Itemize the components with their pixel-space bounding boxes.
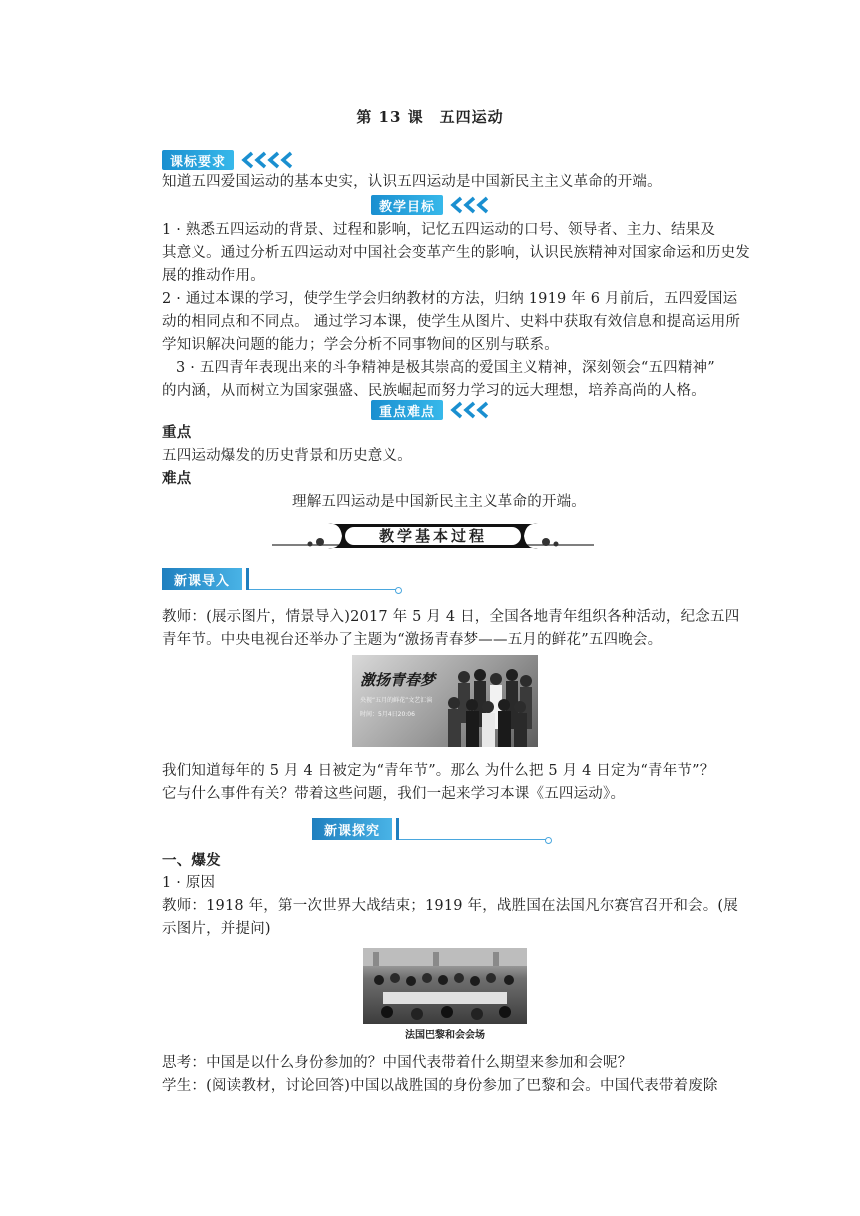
sub-banner-label: 新课探究: [312, 818, 392, 840]
goal-line: 1 · 熟悉五四运动的背景、过程和影响，记忆五四运动的口号、领导者、主力、结果及: [162, 222, 716, 238]
intro-line: 教师：(展示图片，情景导入)2017 年 5 月 4 日，全国各地青年组织各种活动，纪念五四: [162, 609, 740, 625]
banner-rule: [399, 839, 549, 840]
goal-line: 展的推动作用。: [162, 268, 265, 284]
photo-caption: 法国巴黎和会会场: [405, 1030, 485, 1041]
process-banner: [270, 520, 596, 552]
section-tag-label: 重点难点: [371, 400, 443, 420]
part1-line: 教师：1918 年，第一次世界大战结束；1919 年，战胜国在法国凡尔赛宫召开和会。(展: [162, 898, 738, 914]
chevrons-icon: [449, 196, 488, 214]
peace-conference-figures: [363, 948, 527, 1024]
key-label: 重点: [162, 424, 192, 441]
intro-line: 青年节。中央电视台还举办了主题为“激扬青春梦——五月的鲜花”五四晚会。: [162, 632, 663, 648]
part1-heading: 一、爆发: [162, 852, 221, 869]
section-tag-mubiao: [371, 195, 488, 215]
goal-line: 3 · 五四青年表现出来的斗争精神是极其崇高的爱国主义精神，深刻领会“五四精神”: [176, 360, 715, 376]
goal-line: 的内涵，从而树立为国家强盛、民族崛起而努力学习的远大理想，培养高尚的人格。: [162, 383, 706, 399]
part1-line: 示图片，并提问): [162, 921, 271, 937]
goal-line: 动的相同点和不同点。 通过学习本课，使学生从图片、史料中获取有效信息和提高运用所: [162, 314, 741, 330]
section-tag-label: 课标要求: [162, 150, 234, 170]
chevrons-icon: [240, 151, 292, 169]
sub-banner-daoru: [162, 566, 399, 590]
gala-line1: 央视“五月的鲜花”文艺汇演: [360, 697, 433, 704]
intro2-line: 它与什么事件有关？带着这些问题，我们一起来学习本课《五四运动》。: [162, 786, 626, 802]
key-text: 五四运动爆发的历史背景和历史意义。: [162, 448, 412, 464]
chevrons-icon: [449, 401, 488, 419]
goal-line: 其意义。通过分析五四运动对中国社会变革产生的影响，认识民族精神对国家命运和历史发: [162, 245, 750, 261]
banner-bar: [396, 818, 399, 840]
goal-line: 学知识解决问题的能力；学会分析不同事物间的区别与联系。: [162, 337, 559, 353]
gala-photo: [352, 655, 538, 747]
process-banner-label: 教学基本过程: [378, 527, 487, 545]
gala-line2: 时间：5月4日20:06: [360, 711, 415, 718]
part1-sub: 1 · 原因: [162, 875, 216, 891]
section-tag-label: 教学目标: [371, 195, 443, 215]
sub-banner-tanjiu: [312, 816, 549, 840]
question-line: 思考：中国是以什么身份参加的？中国代表带着什么期望来参加和会呢？: [162, 1055, 633, 1071]
peace-conference-photo: [363, 948, 527, 1024]
gala-heading: 激扬青春梦: [360, 671, 436, 689]
sub-banner-label: 新课导入: [162, 568, 242, 590]
goal-line: 2 · 通过本课的学习，使学生学会归纳教材的方法，归纳 1919 年 6 月前后，五四爱国运: [162, 291, 738, 307]
intro2-line: 我们知道每年的 5 月 4 日被定为“青年节”。那么 为什么把 5 月 4 日定为“青年节”？: [162, 763, 715, 779]
section-tag-zhongdian: [371, 400, 488, 420]
difficulty-label: 难点: [162, 470, 192, 487]
banner-bar: [246, 568, 249, 590]
lesson-title: 第 13 课 五四运动: [356, 108, 504, 126]
section-tag-kebiao: [162, 150, 292, 170]
difficulty-text: 理解五四运动是中国新民主主义革命的开端。: [292, 494, 586, 510]
banner-rule: [249, 589, 399, 590]
kebiao-text: 知道五四爱国运动的基本史实，认识五四运动是中国新民主主义革命的开端。: [162, 174, 662, 190]
answer-line: 学生：(阅读教材，讨论回答)中国以战胜国的身份参加了巴黎和会。中国代表带着废除: [162, 1078, 718, 1094]
